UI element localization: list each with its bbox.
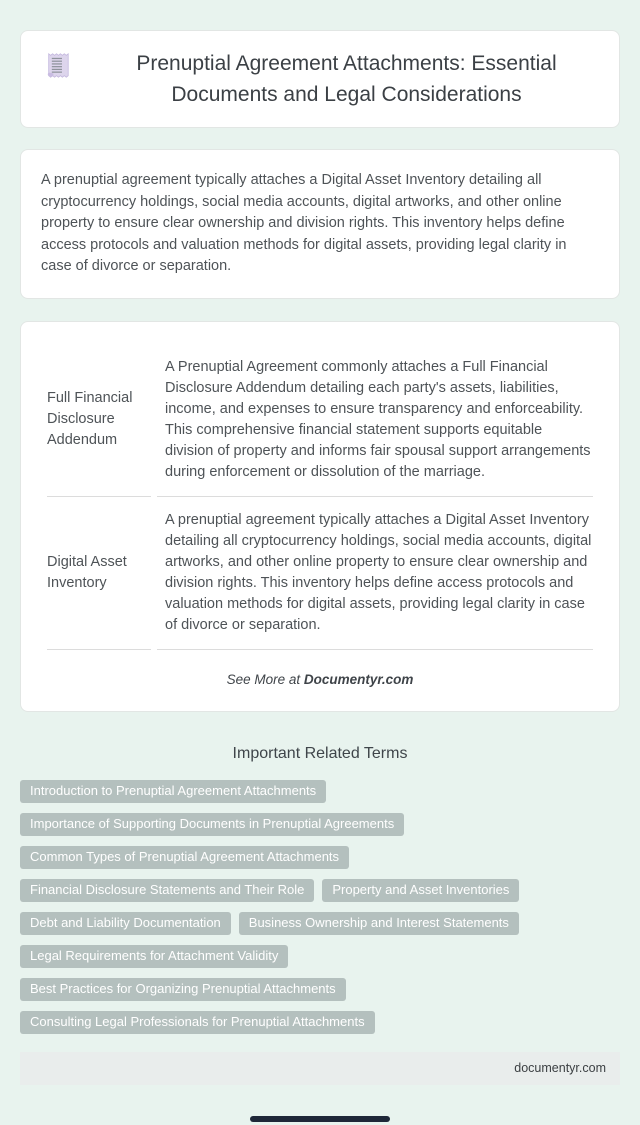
footer-link[interactable]: documentyr.com xyxy=(514,1061,606,1075)
related-term-tag[interactable]: Consulting Legal Professionals for Prenuptial Attachments xyxy=(20,1011,375,1034)
description-cell: A Prenuptial Agreement commonly attaches a Full Financial Disclosure Addendum detailing each party's assets, liabilities, income, and expenses to ensure transparency and enforceability. This comprehensive financial statement supports equitable division of property and informs fair spousal support arrangements during enforcement or dissolution of the marriage. xyxy=(157,344,593,497)
terms-table xyxy=(41,344,599,650)
footer-bar xyxy=(20,1052,620,1085)
see-more-prefix: See More at xyxy=(226,671,304,687)
terms-card xyxy=(20,321,620,712)
related-term-tag[interactable]: Financial Disclosure Statements and Their Role xyxy=(20,879,314,902)
see-more-brand-link[interactable]: Documentyr.com xyxy=(303,671,414,687)
related-terms-list xyxy=(20,780,620,1034)
header-card xyxy=(20,30,620,128)
table-row xyxy=(47,497,593,650)
related-term-tag[interactable]: Importance of Supporting Documents in Prenuptial Agreements xyxy=(20,813,404,836)
related-term-tag[interactable]: Common Types of Prenuptial Agreement Attachments xyxy=(20,846,349,869)
related-term-tag[interactable]: Legal Requirements for Attachment Validity xyxy=(20,945,288,968)
description-cell: A prenuptial agreement typically attaches a Digital Asset Inventory detailing all cryptocurrency holdings, social media accounts, digital artworks, and other online property to ensure clear ownership and division rights. This inventory helps define access protocols and valuation methods for digital assets, providing legal clarity in case of divorce or separation. xyxy=(157,497,593,650)
term-cell: Full Financial Disclosure Addendum xyxy=(47,344,151,497)
page-title: Prenuptial Agreement Attachments: Essential Documents and Legal Considerations xyxy=(136,52,557,106)
term-cell: Digital Asset Inventory xyxy=(47,497,151,650)
related-term-tag[interactable]: Business Ownership and Interest Statements xyxy=(239,912,519,935)
intro-card xyxy=(20,149,620,299)
see-more xyxy=(41,672,599,687)
receipt-icon xyxy=(44,51,69,85)
related-terms-heading: Important Related Terms xyxy=(232,744,408,762)
related-term-tag[interactable]: Debt and Liability Documentation xyxy=(20,912,231,935)
table-row xyxy=(47,344,593,497)
intro-text: A prenuptial agreement typically attaches a Digital Asset Inventory detailing all cryptocurrency holdings, social media accounts, digital artworks, and other online property to ensure clear ownership and division rights. This inventory helps define access protocols and valuation methods for digital assets, providing legal clarity in case of divorce or separation. xyxy=(41,172,567,274)
related-term-tag[interactable]: Property and Asset Inventories xyxy=(322,879,519,902)
related-term-tag[interactable]: Best Practices for Organizing Prenuptial Attachments xyxy=(20,978,346,1001)
page xyxy=(0,30,640,1125)
related-term-tag[interactable]: Introduction to Prenuptial Agreement Attachments xyxy=(20,780,326,803)
home-indicator xyxy=(250,1116,390,1122)
